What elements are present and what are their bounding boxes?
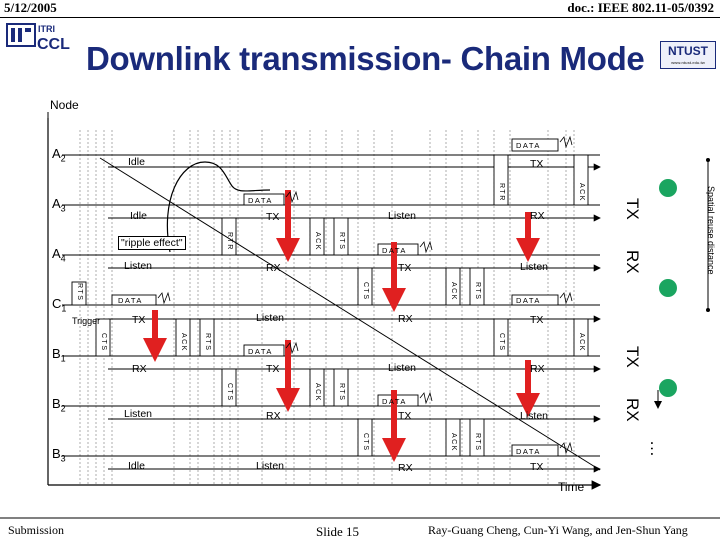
footer-authors: Ray-Guang Cheng, Cun-Yi Wang, and Jen-Shun Yang xyxy=(428,523,688,537)
svg-text:ITRI: ITRI xyxy=(38,24,55,34)
row-label-a2: $A_2$ xyxy=(52,146,66,164)
state-listen-a3: Listen xyxy=(388,210,417,222)
ack-frame-label: ACK xyxy=(578,333,585,352)
rtr-frame-label: RTR xyxy=(226,232,233,251)
row-label-c1: $C_1$ xyxy=(52,296,67,314)
data-frame-label: DATA xyxy=(382,397,407,406)
right-rx-label-1: RX xyxy=(623,250,642,274)
ack-frame-label: ACK xyxy=(314,232,321,251)
rts-frame-label: RTS xyxy=(338,383,345,402)
state-rx-b1b: RX xyxy=(530,363,545,375)
data-frame-label: DATA xyxy=(516,447,541,456)
footer-submission: Submission xyxy=(8,523,65,537)
row-label-a4: $A_4$ xyxy=(52,246,66,264)
cts-frame-label: CTS xyxy=(226,383,233,402)
spatial-reuse-distance-label: Spatial reuse distance xyxy=(706,186,716,275)
header-date: 5/12/2005 xyxy=(4,0,57,15)
state-tx-b3: TX xyxy=(530,461,544,473)
row-label-b1: $B_1$ xyxy=(52,346,66,364)
slide-title: Downlink transmission- Chain Mode xyxy=(86,40,645,77)
cts-frame-label: CTS xyxy=(100,333,107,352)
ack-frame-label: ACK xyxy=(450,282,457,301)
ack-frame-label: ACK xyxy=(314,383,321,402)
rts-frame-label: RTS xyxy=(204,333,211,352)
state-listen-a4b: Listen xyxy=(520,261,549,273)
header-doc-id: doc.: IEEE 802.11-05/0392 xyxy=(567,0,714,15)
state-listen-a4: Listen xyxy=(124,260,153,272)
state-idle-b3: Idle xyxy=(128,460,145,472)
trigger-label: Trigger xyxy=(72,316,101,326)
rts-frame-label: RTS xyxy=(474,282,481,301)
data-frame-label: DATA xyxy=(118,296,143,305)
state-listen-b3: Listen xyxy=(256,460,285,472)
rts-frame-label: RTS xyxy=(76,283,83,302)
state-idle-a2: Idle xyxy=(128,156,145,168)
cts-frame-label: CTS xyxy=(498,333,505,352)
data-frame-label: DATA xyxy=(516,141,541,150)
state-tx-c1b: TX xyxy=(530,314,544,326)
state-rx-c1: RX xyxy=(398,313,413,325)
ack-frame-label: ACK xyxy=(578,183,585,202)
ripple-effect-label: "ripple effect" xyxy=(118,236,186,250)
state-listen-c1: Listen xyxy=(256,312,285,324)
state-rx-a4: RX xyxy=(266,262,281,274)
data-frame-label: DATA xyxy=(516,296,541,305)
ellipsis-label: … xyxy=(647,440,666,457)
state-rx-b3: RX xyxy=(398,462,413,474)
state-tx-c1: TX xyxy=(132,314,146,326)
right-tx-label-1: TX xyxy=(623,198,642,220)
time-axis-label: Time xyxy=(558,480,585,494)
footer-slide-number: Slide 15 xyxy=(316,524,359,539)
data-frame-label: DATA xyxy=(248,347,273,356)
row-label-a3: $A_3$ xyxy=(52,196,66,214)
state-tx-a3: TX xyxy=(266,211,280,223)
right-tx-label-2: TX xyxy=(623,346,642,368)
state-listen-b2: Listen xyxy=(124,408,153,420)
cts-frame-label: CTS xyxy=(362,282,369,301)
state-idle-a3: Idle xyxy=(130,210,147,222)
rtr-frame-label: RTR xyxy=(498,183,505,202)
svg-text:CCL: CCL xyxy=(37,36,70,52)
rts-frame-label: RTS xyxy=(474,433,481,452)
data-frame-label: DATA xyxy=(382,246,407,255)
data-frame-label: DATA xyxy=(248,196,273,205)
state-rx-b2: RX xyxy=(266,410,281,422)
state-listen-b2b: Listen xyxy=(520,410,549,422)
row-label-b2: $B_2$ xyxy=(52,396,66,414)
state-tx-a4: TX xyxy=(398,262,412,274)
state-rx-a3: RX xyxy=(530,210,545,222)
cts-frame-label: CTS xyxy=(362,433,369,452)
state-rx-b1: RX xyxy=(132,363,147,375)
state-listen-b1: Listen xyxy=(388,362,417,374)
state-tx-b2: TX xyxy=(398,410,412,422)
data-packets xyxy=(112,139,558,456)
node-axis-label: Node xyxy=(50,98,79,112)
ntust-logo: NTUST www.ntust.edu.tw xyxy=(660,41,716,69)
ack-frame-label: ACK xyxy=(450,433,457,452)
ack-frame-label: ACK xyxy=(180,333,187,352)
state-tx-b1: TX xyxy=(266,363,280,375)
state-tx-a2: TX xyxy=(530,158,544,170)
right-rx-label-2: RX xyxy=(623,398,642,422)
spatial-reuse-graphic xyxy=(658,158,710,408)
rts-frame-label: RTS xyxy=(338,232,345,251)
row-label-b3: $B_3$ xyxy=(52,446,66,464)
